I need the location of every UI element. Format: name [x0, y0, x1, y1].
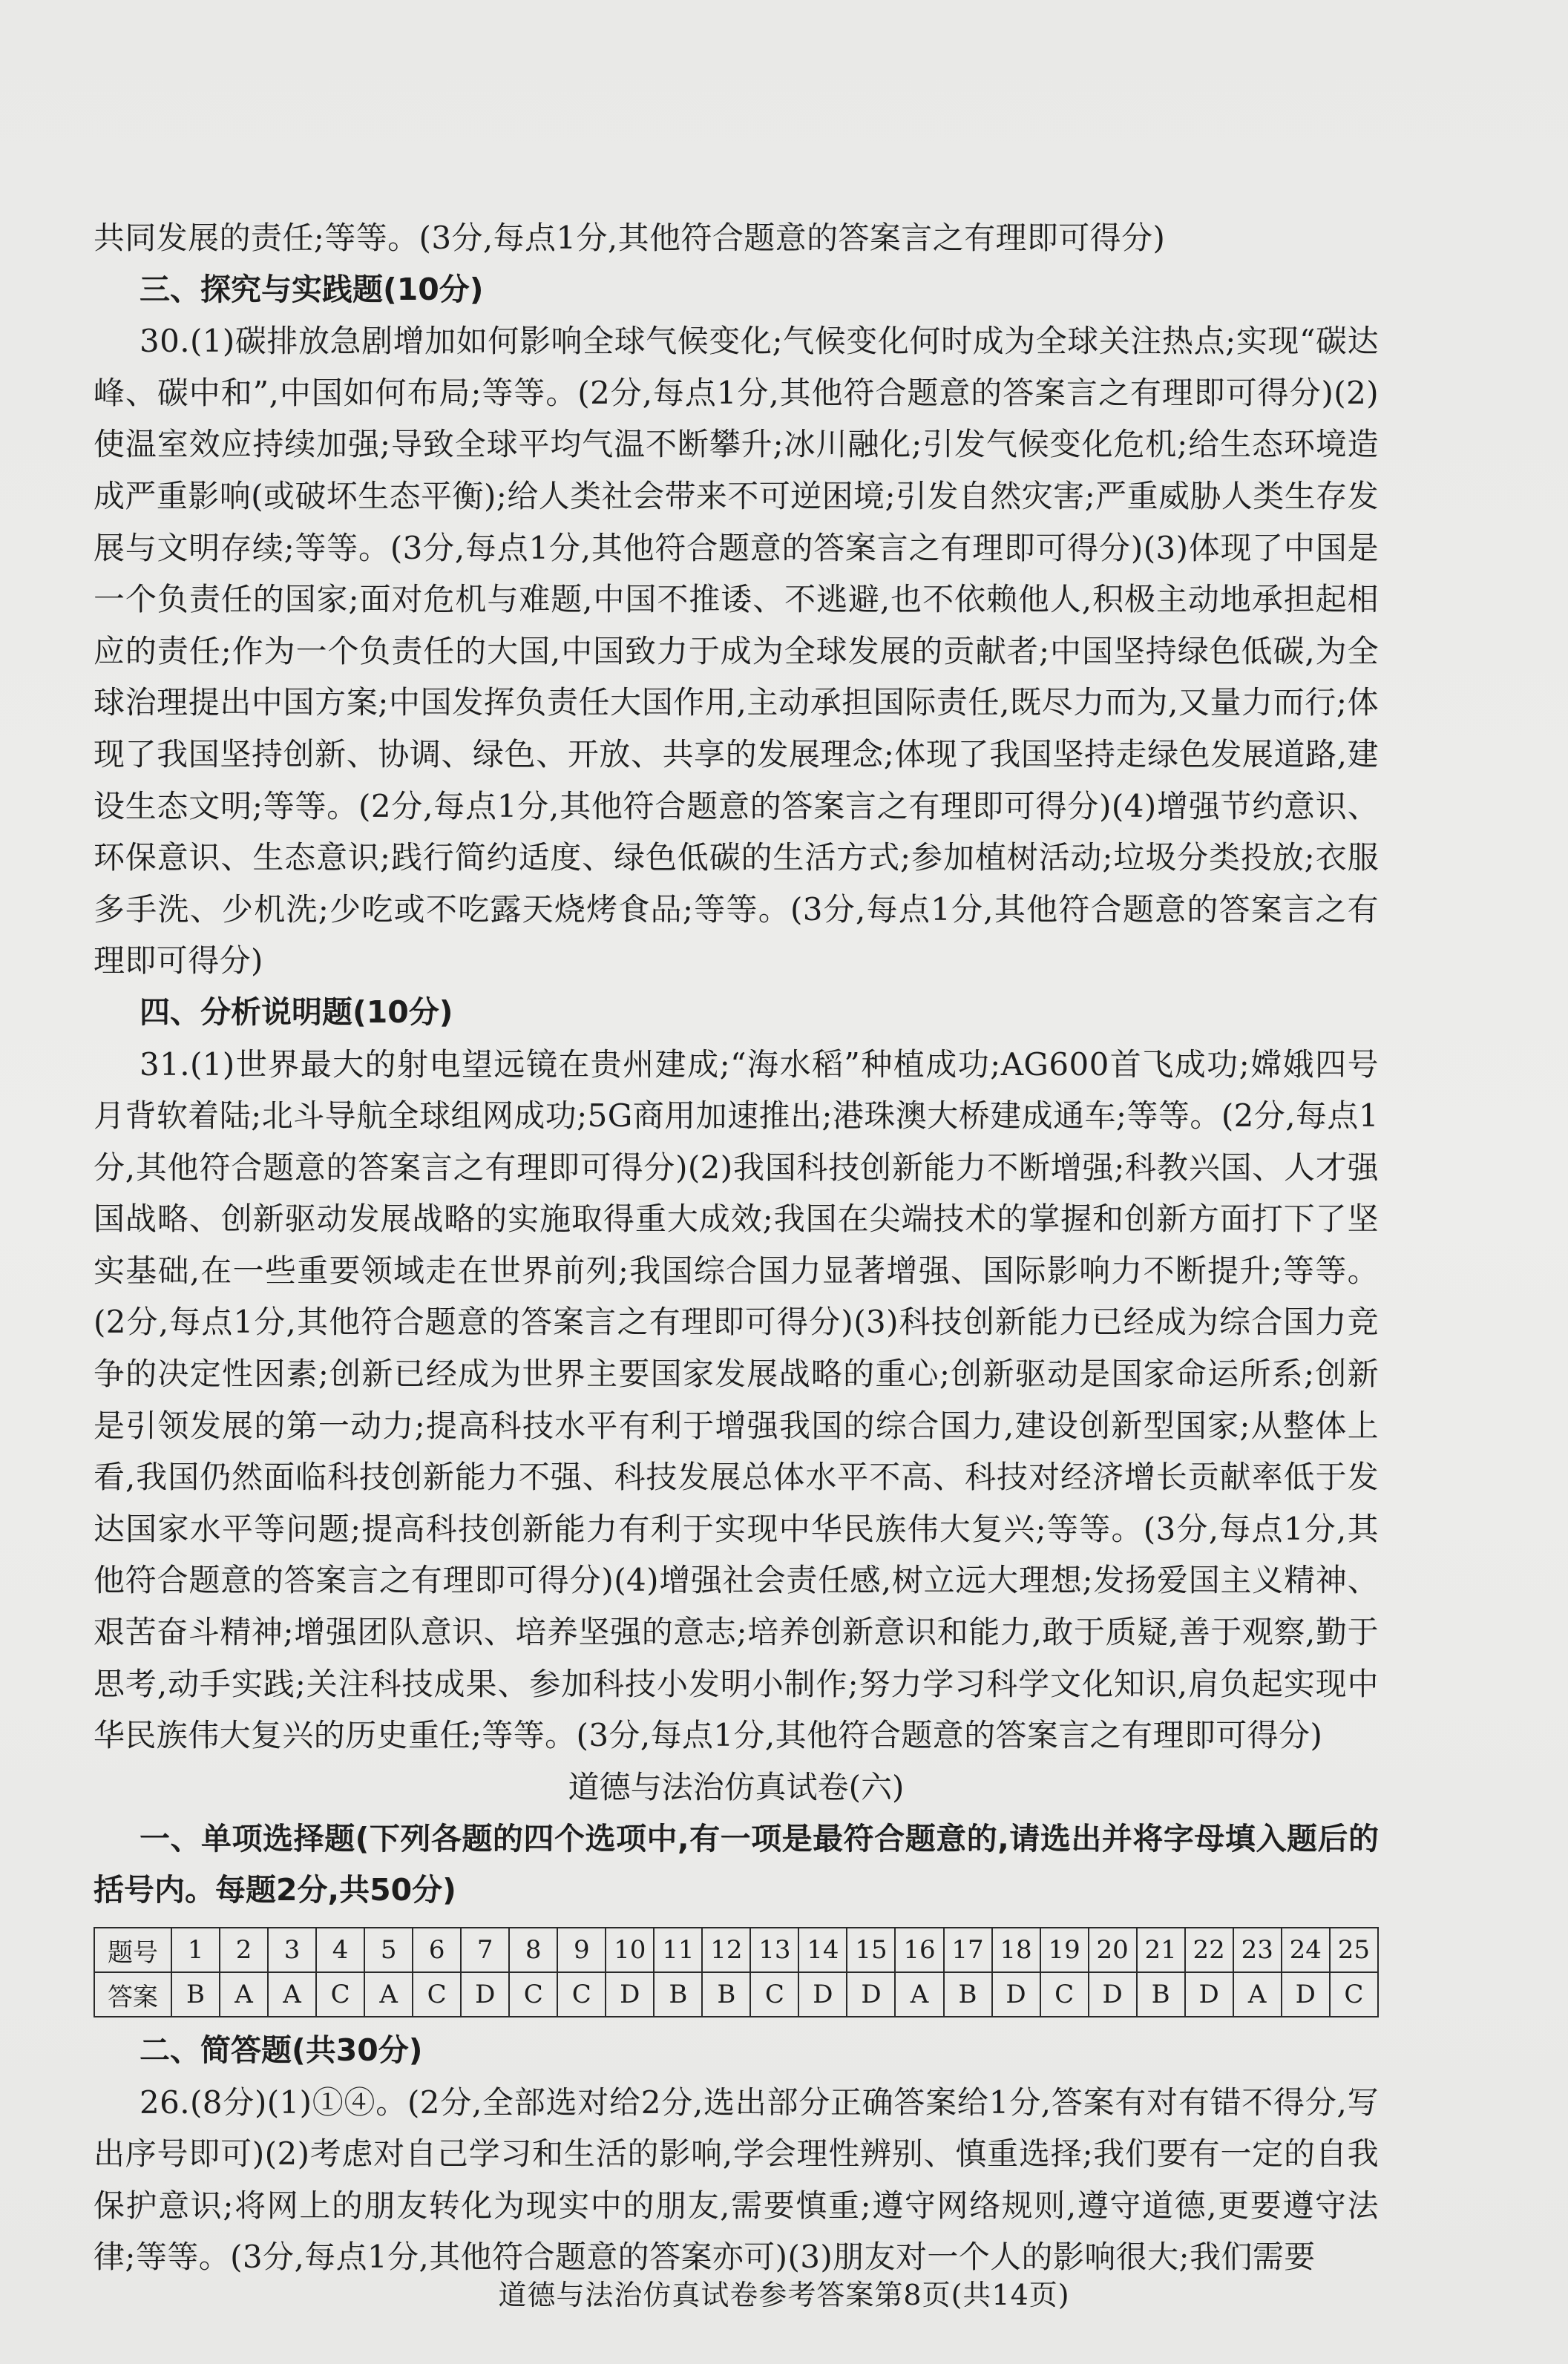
question-number-cell: 17 [944, 1928, 992, 1972]
row-label-number: 题号 [94, 1928, 171, 1972]
answer-cell: C [1040, 1972, 1089, 2017]
answer-cell: D [992, 1972, 1040, 2017]
question-number-cell: 23 [1233, 1928, 1282, 1972]
answer-cell: A [1233, 1972, 1282, 2017]
question-number-cell: 16 [895, 1928, 943, 1972]
answer-cell: D [606, 1972, 654, 2017]
answer-cell: B [944, 1972, 992, 2017]
question-number-cell: 7 [461, 1928, 509, 1972]
question-number-cell: 12 [702, 1928, 750, 1972]
exam-title: 道德与法治仿真试卷(六) [568, 1768, 905, 1805]
question-number-cell: 1 [171, 1928, 220, 1972]
question-number-cell: 13 [750, 1928, 798, 1972]
question-number-cell: 9 [557, 1928, 606, 1972]
answer-cell: C [750, 1972, 798, 2017]
question-number-cell: 10 [606, 1928, 654, 1972]
question-number-cell: 21 [1137, 1928, 1185, 1972]
question-number-cell: 20 [1089, 1928, 1137, 1972]
answer-cell: D [461, 1972, 509, 2017]
page-footer: 道德与法治仿真试卷参考答案第8页(共14页) [498, 2279, 1070, 2311]
question-number-cell: 15 [847, 1928, 895, 1972]
answer-row [94, 1972, 1378, 2017]
number-row [94, 1928, 1378, 1972]
answer-cell: B [654, 1972, 702, 2017]
question-number-cell: 25 [1330, 1928, 1378, 1972]
answer-cell: D [1089, 1972, 1137, 2017]
answer-30: 30.(1)碳排放急剧增加如何影响全球气候变化;气候变化何时成为全球关注热点;实现“碳达峰、碳中和”,中国如何布局;等等。(2分,每点1分,其他符合题意的答案言之有理即可得分)(2)使温室效应持续加强;导致全球平均气温不断攀升;冰川融化;引发气候变化危机;给生态环境造成严重影响(或破坏生态平衡);给人类社会带来不可逆困境;引发自然灾害;严重威胁人类生存发展与文明存续;等等。(3分,每点1分,其他符合题意的答案言之有理即可得分)(3)体现了中国是一个负责任的国家;面对危机与难题,中国不推诿、不逃避,也不依赖他人,积极主动地承担起相应的责任;作为一个负责任的大国,中国致力于成为全球发展的贡献者;中国坚持绿色低碳,为全球治理提出中国方案;中国发挥负责任大国作用,主动承担国际责任,既尽力而为,又量力而行;体现了我国坚持创新、协调、绿色、开放、共享的发展理念;体现了我国坚持走绿色发展道路,建设生态文明;等等。(2分,每点1分,其他符合题意的答案言之有理即可得分)(4)增强节约意识、环保意识、生态意识;践行简约适度、绿色低碳的生活方式;参加植树活动;垃圾分类投放;衣服多手洗、少机洗;少吃或不吃露天烧烤食品;等等。(3分,每点1分,其他符合题意的答案言之有理即可得分) [94, 323, 1379, 979]
question-number-cell: 6 [413, 1928, 461, 1972]
answer-cell: A [220, 1972, 268, 2017]
answer-cell: B [171, 1972, 220, 2017]
answer-cell: D [1282, 1972, 1330, 2017]
answer-cell: D [847, 1972, 895, 2017]
answer-cell: B [702, 1972, 750, 2017]
row-label-answer: 答案 [94, 1972, 171, 2017]
answer-cell: C [509, 1972, 557, 2017]
question-number-cell: 2 [220, 1928, 268, 1972]
section-heading-3: 三、探究与实践题(10分) [140, 271, 484, 307]
question-number-cell: 22 [1185, 1928, 1233, 1972]
answer-cell: A [895, 1972, 943, 2017]
answer-cell: A [268, 1972, 316, 2017]
answer-26: 26.(8分)(1)①④。(2分,全部选对给2分,选出部分正确答案给1分,答案有对有错不得分,写出序号即可)(2)考虑对自己学习和生活的影响,学会理性辨别、慎重选择;我们要有一定的自我保护意识;将网上的朋友转化为现实中的朋友,需要慎重;遵守网络规则,遵守道德,更要遵守法律;等等。(3分,每点1分,其他符合题意的答案亦可)(3)朋友对一个人的影响很大;我们需要 [94, 2084, 1379, 2276]
question-number-cell: 5 [364, 1928, 413, 1972]
answer-content [94, 212, 1379, 2283]
answer-cell: C [316, 1972, 364, 2017]
section-heading-4: 四、分析说明题(10分) [140, 994, 453, 1030]
answer-cell: A [364, 1972, 413, 2017]
question-number-cell: 18 [992, 1928, 1040, 1972]
answer-cell: C [557, 1972, 606, 2017]
question-number-cell: 8 [509, 1928, 557, 1972]
question-number-cell: 19 [1040, 1928, 1089, 1972]
question-number-cell: 24 [1282, 1928, 1330, 1972]
section-heading-2: 二、简答题(共30分) [140, 2032, 423, 2068]
paragraph-continuation: 共同发展的责任;等等。(3分,每点1分,其他符合题意的答案言之有理即可得分) [94, 220, 1166, 256]
answer-cell: D [798, 1972, 847, 2017]
question-number-cell: 14 [798, 1928, 847, 1972]
question-number-cell: 3 [268, 1928, 316, 1972]
answer-table [94, 1927, 1379, 2017]
section-heading-1: 一、单项选择题(下列各题的四个选项中,有一项是最符合题意的,请选出并将字母填入题后的括号内。每题2分,共50分) [94, 1820, 1379, 1908]
question-number-cell: 11 [654, 1928, 702, 1972]
answer-cell: C [413, 1972, 461, 2017]
answer-cell: C [1330, 1972, 1378, 2017]
answer-cell: B [1137, 1972, 1185, 2017]
question-number-cell: 4 [316, 1928, 364, 1972]
answer-cell: D [1185, 1972, 1233, 2017]
answer-31: 31.(1)世界最大的射电望远镜在贵州建成;“海水稻”种植成功;AG600首飞成功;嫦娥四号月背软着陆;北斗导航全球组网成功;5G商用加速推出;港珠澳大桥建成通车;等等。(2分,每点1分,其他符合题意的答案言之有理即可得分)(2)我国科技创新能力不断增强;科教兴国、人才强国战略、创新驱动发展战略的实施取得重大成效;我国在尖端技术的掌握和创新方面打下了坚实基础,在一些重要领域走在世界前列;我国综合国力显著增强、国际影响力不断提升;等等。(2分,每点1分,其他符合题意的答案言之有理即可得分)(3)科技创新能力已经成为综合国力竞争的决定性因素;创新已经成为世界主要国家发展战略的重心;创新驱动是国家命运所系;创新是引领发展的第一动力;提高科技水平有利于增强我国的综合国力,建设创新型国家;从整体上看,我国仍然面临科技创新能力不强、科技发展总体水平不高、科技对经济增长贡献率低于发达国家水平等问题;提高科技创新能力有利于实现中华民族伟大复兴;等等。(3分,每点1分,其他符合题意的答案言之有理即可得分)(4)增强社会责任感,树立远大理想;发扬爱国主义精神、艰苦奋斗精神;增强团队意识、培养坚强的意志;培养创新意识和能力,敢于质疑,善于观察,勤于思考,动手实践;关注科技成果、参加科技小发明小制作;努力学习科学文化知识,肩负起实现中华民族伟大复兴的历史重任;等等。(3分,每点1分,其他符合题意的答案言之有理即可得分) [94, 1045, 1379, 1754]
